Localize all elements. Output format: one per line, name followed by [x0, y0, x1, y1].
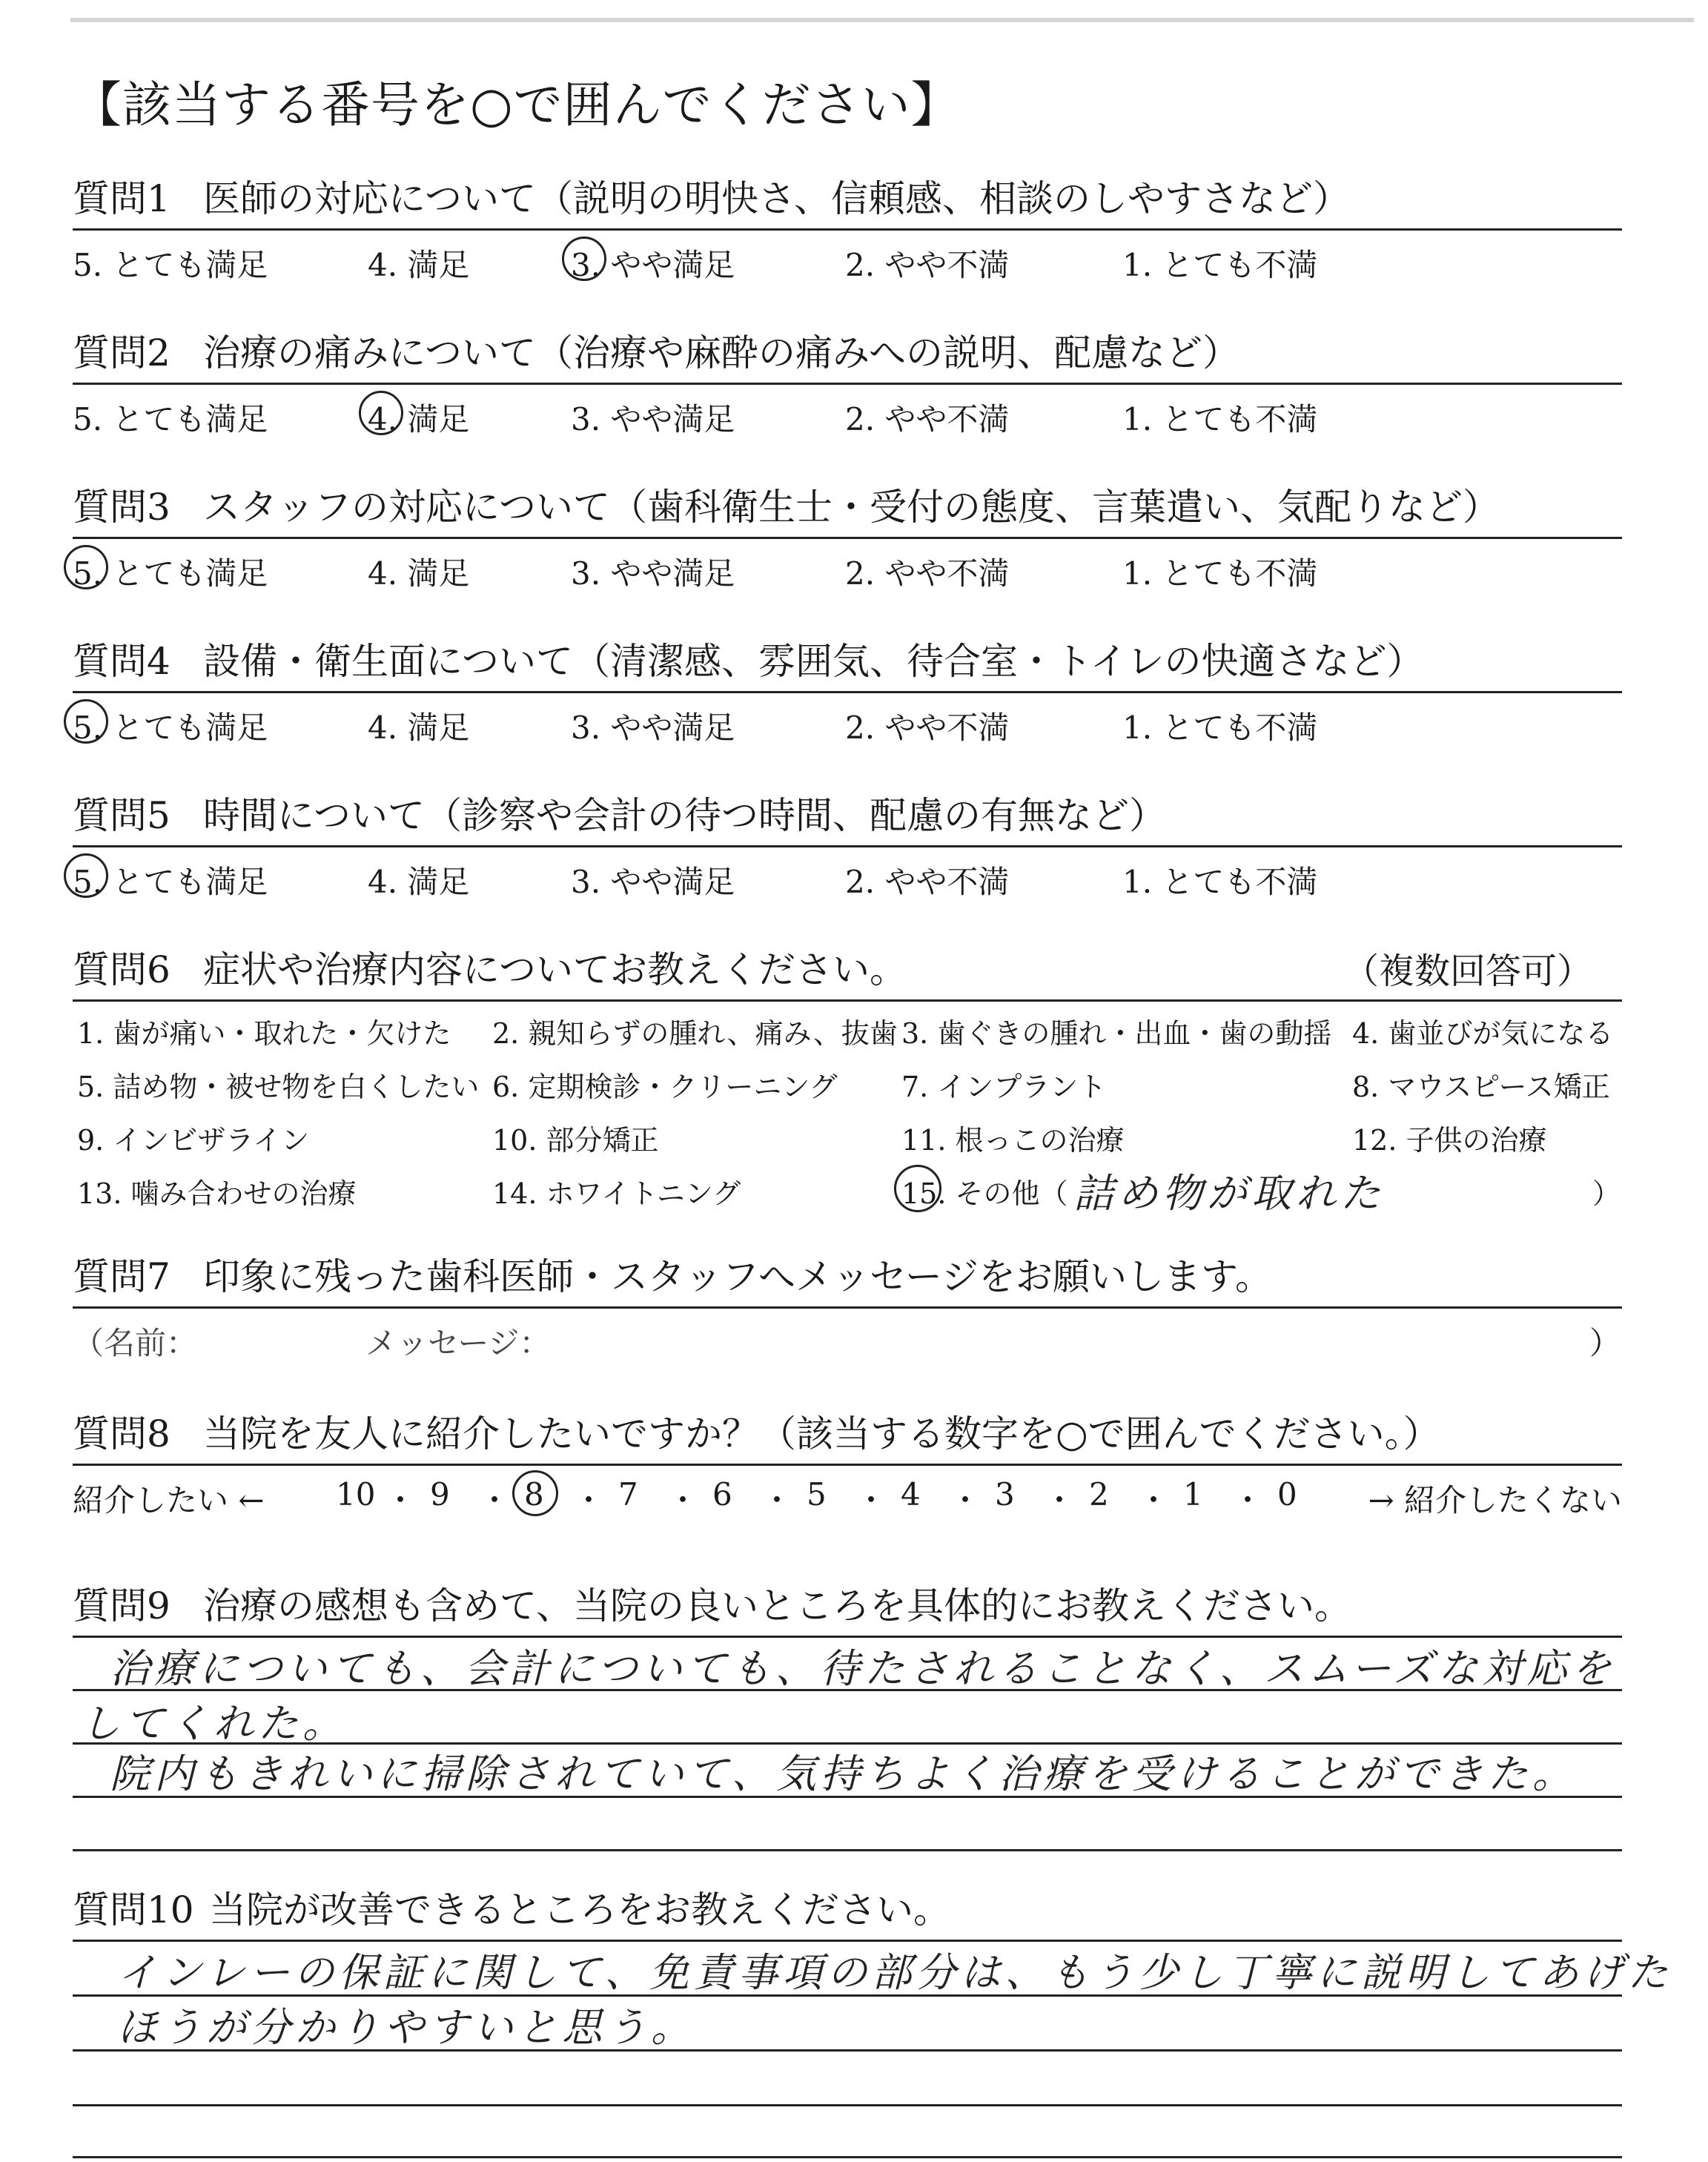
- rating-option[interactable]: 5. とても満足: [73, 401, 268, 437]
- scale-value[interactable]: 0: [1277, 1476, 1297, 1513]
- rating-option[interactable]: 3. やや満足: [571, 555, 735, 592]
- question-text: 症状や治療内容についてお教えください。: [203, 948, 907, 991]
- question-text: 印象に残った歯科医師・スタッフへメッセージをお願いします。: [203, 1255, 1272, 1298]
- scale-value[interactable]: 6: [712, 1476, 732, 1513]
- selection-circle: [359, 391, 403, 435]
- question-number: 質問1: [73, 177, 171, 220]
- scale-dot: ・: [385, 1482, 417, 1518]
- rating-option[interactable]: 4. 満足: [368, 555, 470, 592]
- symptom-option[interactable]: 15. その他（: [901, 1177, 1068, 1210]
- scale-value[interactable]: 8: [524, 1476, 544, 1513]
- rating-option[interactable]: 2. やや不満: [845, 247, 1010, 283]
- rating-option[interactable]: 1. とても不満: [1122, 864, 1318, 900]
- symptom-option[interactable]: 14. ホワイトニング: [492, 1177, 741, 1210]
- symptom-option[interactable]: 2. 親知らずの腫れ、痛み、抜歯: [492, 1017, 898, 1050]
- multiple-answer-note: （複数回答可）: [1343, 951, 1592, 992]
- question-number: 質問7: [73, 1255, 171, 1298]
- symptom-option[interactable]: 9. インビザライン: [77, 1124, 310, 1157]
- rating-options: [73, 693, 1622, 745]
- rating-options: [73, 539, 1622, 591]
- question-7: [73, 1243, 1622, 1368]
- symptom-options: [73, 1002, 1622, 1228]
- symptom-option[interactable]: 7. インプラント: [901, 1071, 1107, 1103]
- question-number: 質問9: [73, 1584, 171, 1627]
- top-border: [70, 18, 1694, 22]
- symptom-option[interactable]: 13. 噛み合わせの治療: [77, 1177, 357, 1210]
- question-header: [73, 165, 1622, 231]
- scale-dot: ・: [479, 1482, 511, 1518]
- question-text: 当院を友人に紹介したいですか？（該当する数字を○で囲んでください。）: [203, 1412, 1440, 1455]
- scale-value[interactable]: 5: [807, 1476, 827, 1513]
- rating-option[interactable]: 4. 満足: [368, 247, 470, 283]
- page-title: 【該当する番号を○で囲んでください】: [73, 76, 961, 133]
- rating-option[interactable]: 4. 満足: [368, 864, 470, 900]
- question-header: [73, 473, 1622, 539]
- question-text: 時間について（診察や会計の待つ時間、配慮の有無など）: [203, 794, 1166, 837]
- close-paren: ）: [1589, 1325, 1621, 1361]
- question-3: [73, 473, 1622, 591]
- question-2: [73, 319, 1622, 437]
- rating-option[interactable]: 3. やや満足: [571, 247, 735, 283]
- question-number: 質問3: [73, 486, 171, 529]
- question-text: 治療の痛みについて（治療や麻酔の痛みへの説明、配慮など）: [203, 331, 1239, 374]
- question-6: [73, 936, 1622, 1228]
- symptom-option[interactable]: 6. 定期検診・クリーニング: [492, 1071, 838, 1103]
- rating-option[interactable]: 2. やや不満: [845, 555, 1010, 592]
- rule-line: [73, 1849, 1622, 1851]
- symptom-option[interactable]: 11. 根っこの治療: [901, 1124, 1125, 1157]
- symptom-option[interactable]: 8. マウスピース矯正: [1352, 1071, 1610, 1103]
- scale-value[interactable]: 9: [430, 1476, 450, 1513]
- scale-dot: ・: [761, 1482, 793, 1518]
- handwritten-answer-line: 治療についても、会計についても、待たされることなく、スムーズな対応を: [110, 1645, 1616, 1692]
- question-number: 質問6: [73, 948, 171, 991]
- rating-option[interactable]: 4. 満足: [368, 710, 470, 746]
- question-number: 質問5: [73, 794, 171, 837]
- rating-options: [73, 847, 1622, 899]
- scale-dot: ・: [1232, 1482, 1264, 1518]
- question-1: [73, 165, 1622, 282]
- handwritten-answer-line: インレーの保証に関して、免責事項の部分は、もう少し丁寧に説明してあげた: [117, 1949, 1672, 1996]
- answer-lines: [73, 1940, 1672, 2162]
- rating-option[interactable]: 5. とても満足: [73, 247, 268, 283]
- handwritten-answer-line: 院内もきれいに掃除されていて、気持ちよく治療を受けることができた。: [110, 1751, 1577, 1797]
- rating-option[interactable]: 5. とても満足: [73, 864, 268, 900]
- rating-option[interactable]: 2. やや不満: [845, 864, 1010, 900]
- scale-left-label: 紹介したい ←: [73, 1482, 265, 1518]
- rating-option[interactable]: 1. とても不満: [1122, 710, 1318, 746]
- question-number: 質問4: [73, 640, 171, 683]
- rating-option[interactable]: 3. やや満足: [571, 864, 735, 900]
- scale-value[interactable]: 1: [1183, 1476, 1203, 1513]
- selection-circle: [894, 1165, 941, 1212]
- handwritten-answer-line: ほうが分かりやすいと思う。: [117, 2004, 695, 2051]
- message-label: メッセージ：: [365, 1325, 551, 1361]
- rating-option[interactable]: 5. とても満足: [73, 710, 268, 746]
- question-5: [73, 781, 1622, 899]
- recommend-scale: [73, 1466, 1622, 1518]
- rating-option[interactable]: 2. やや不満: [845, 401, 1010, 437]
- scale-dot: ・: [1138, 1482, 1170, 1518]
- question-header: [73, 781, 1622, 847]
- question-10: [73, 1876, 1672, 2162]
- question-text: スタッフの対応について（歯科衛生士・受付の態度、言葉遣い、気配りなど）: [203, 486, 1500, 529]
- selection-circle: [64, 699, 108, 744]
- other-handwritten-answer: 詰め物が取れた: [1073, 1170, 1385, 1217]
- scale-value[interactable]: 2: [1089, 1476, 1109, 1513]
- question-8: [73, 1400, 1622, 1518]
- rating-options: [73, 231, 1622, 282]
- symptom-option[interactable]: 5. 詰め物・被せ物を白くしたい: [77, 1071, 480, 1103]
- scale-dot: ・: [950, 1482, 982, 1518]
- scale-value[interactable]: 10: [336, 1476, 376, 1513]
- question-text: 治療の感想も含めて、当院の良いところを具体的にお教えください。: [203, 1584, 1351, 1627]
- selection-circle: [64, 545, 108, 589]
- rating-option[interactable]: 3. やや満足: [571, 710, 735, 746]
- question-4: [73, 627, 1622, 745]
- rating-option[interactable]: 1. とても不満: [1122, 555, 1318, 592]
- scale-dot: ・: [1044, 1482, 1076, 1518]
- rating-option[interactable]: 5. とても満足: [73, 555, 268, 592]
- question-header: [73, 319, 1622, 385]
- scale-dot: ・: [573, 1482, 605, 1518]
- selection-circle: [512, 1470, 558, 1516]
- scale-value[interactable]: 3: [995, 1476, 1015, 1513]
- question-text: 医師の対応について（説明の明快さ、信頼感、相談のしやすさなど）: [203, 177, 1350, 220]
- scale-value[interactable]: 7: [618, 1476, 638, 1513]
- question-number: 質問10: [73, 1888, 194, 1931]
- scale-dot: ・: [855, 1482, 887, 1518]
- symptom-option[interactable]: 12. 子供の治療: [1352, 1124, 1547, 1157]
- close-paren: ）: [1592, 1177, 1621, 1210]
- rule-line: [73, 2104, 1622, 2106]
- question-text: 設備・衛生面について（清潔感、雰囲気、待合室・トイレの快適さなど）: [203, 640, 1424, 683]
- symptom-option[interactable]: 1. 歯が痛い・取れた・欠けた: [77, 1017, 451, 1050]
- question-number: 質問8: [73, 1412, 171, 1455]
- rating-option[interactable]: 4. 満足: [368, 401, 470, 437]
- symptom-option[interactable]: 4. 歯並びが気になる: [1352, 1017, 1614, 1050]
- rating-option[interactable]: 1. とても不満: [1122, 247, 1318, 283]
- selection-circle: [64, 853, 108, 898]
- name-label: （名前：: [73, 1325, 198, 1361]
- rule-line: [73, 2156, 1622, 2158]
- symptom-option[interactable]: 10. 部分矯正: [492, 1124, 659, 1157]
- scale-dot: ・: [667, 1482, 699, 1518]
- handwritten-answer-line: してくれた。: [80, 1700, 347, 1747]
- selection-circle: [562, 237, 606, 281]
- scale-value[interactable]: 4: [901, 1476, 921, 1513]
- question-text: 当院が改善できるところをお教えください。: [209, 1888, 950, 1931]
- rating-option[interactable]: 3. やや満足: [571, 401, 735, 437]
- rating-options: [73, 385, 1622, 437]
- rating-option[interactable]: 1. とても不満: [1122, 401, 1318, 437]
- question-header: [73, 627, 1622, 693]
- symptom-option[interactable]: 3. 歯ぐきの腫れ・出血・歯の動揺: [901, 1017, 1332, 1050]
- question-number: 質問2: [73, 331, 171, 374]
- rating-option[interactable]: 2. やや不満: [845, 710, 1010, 746]
- scale-right-label: → 紹介したくない: [1368, 1482, 1622, 1518]
